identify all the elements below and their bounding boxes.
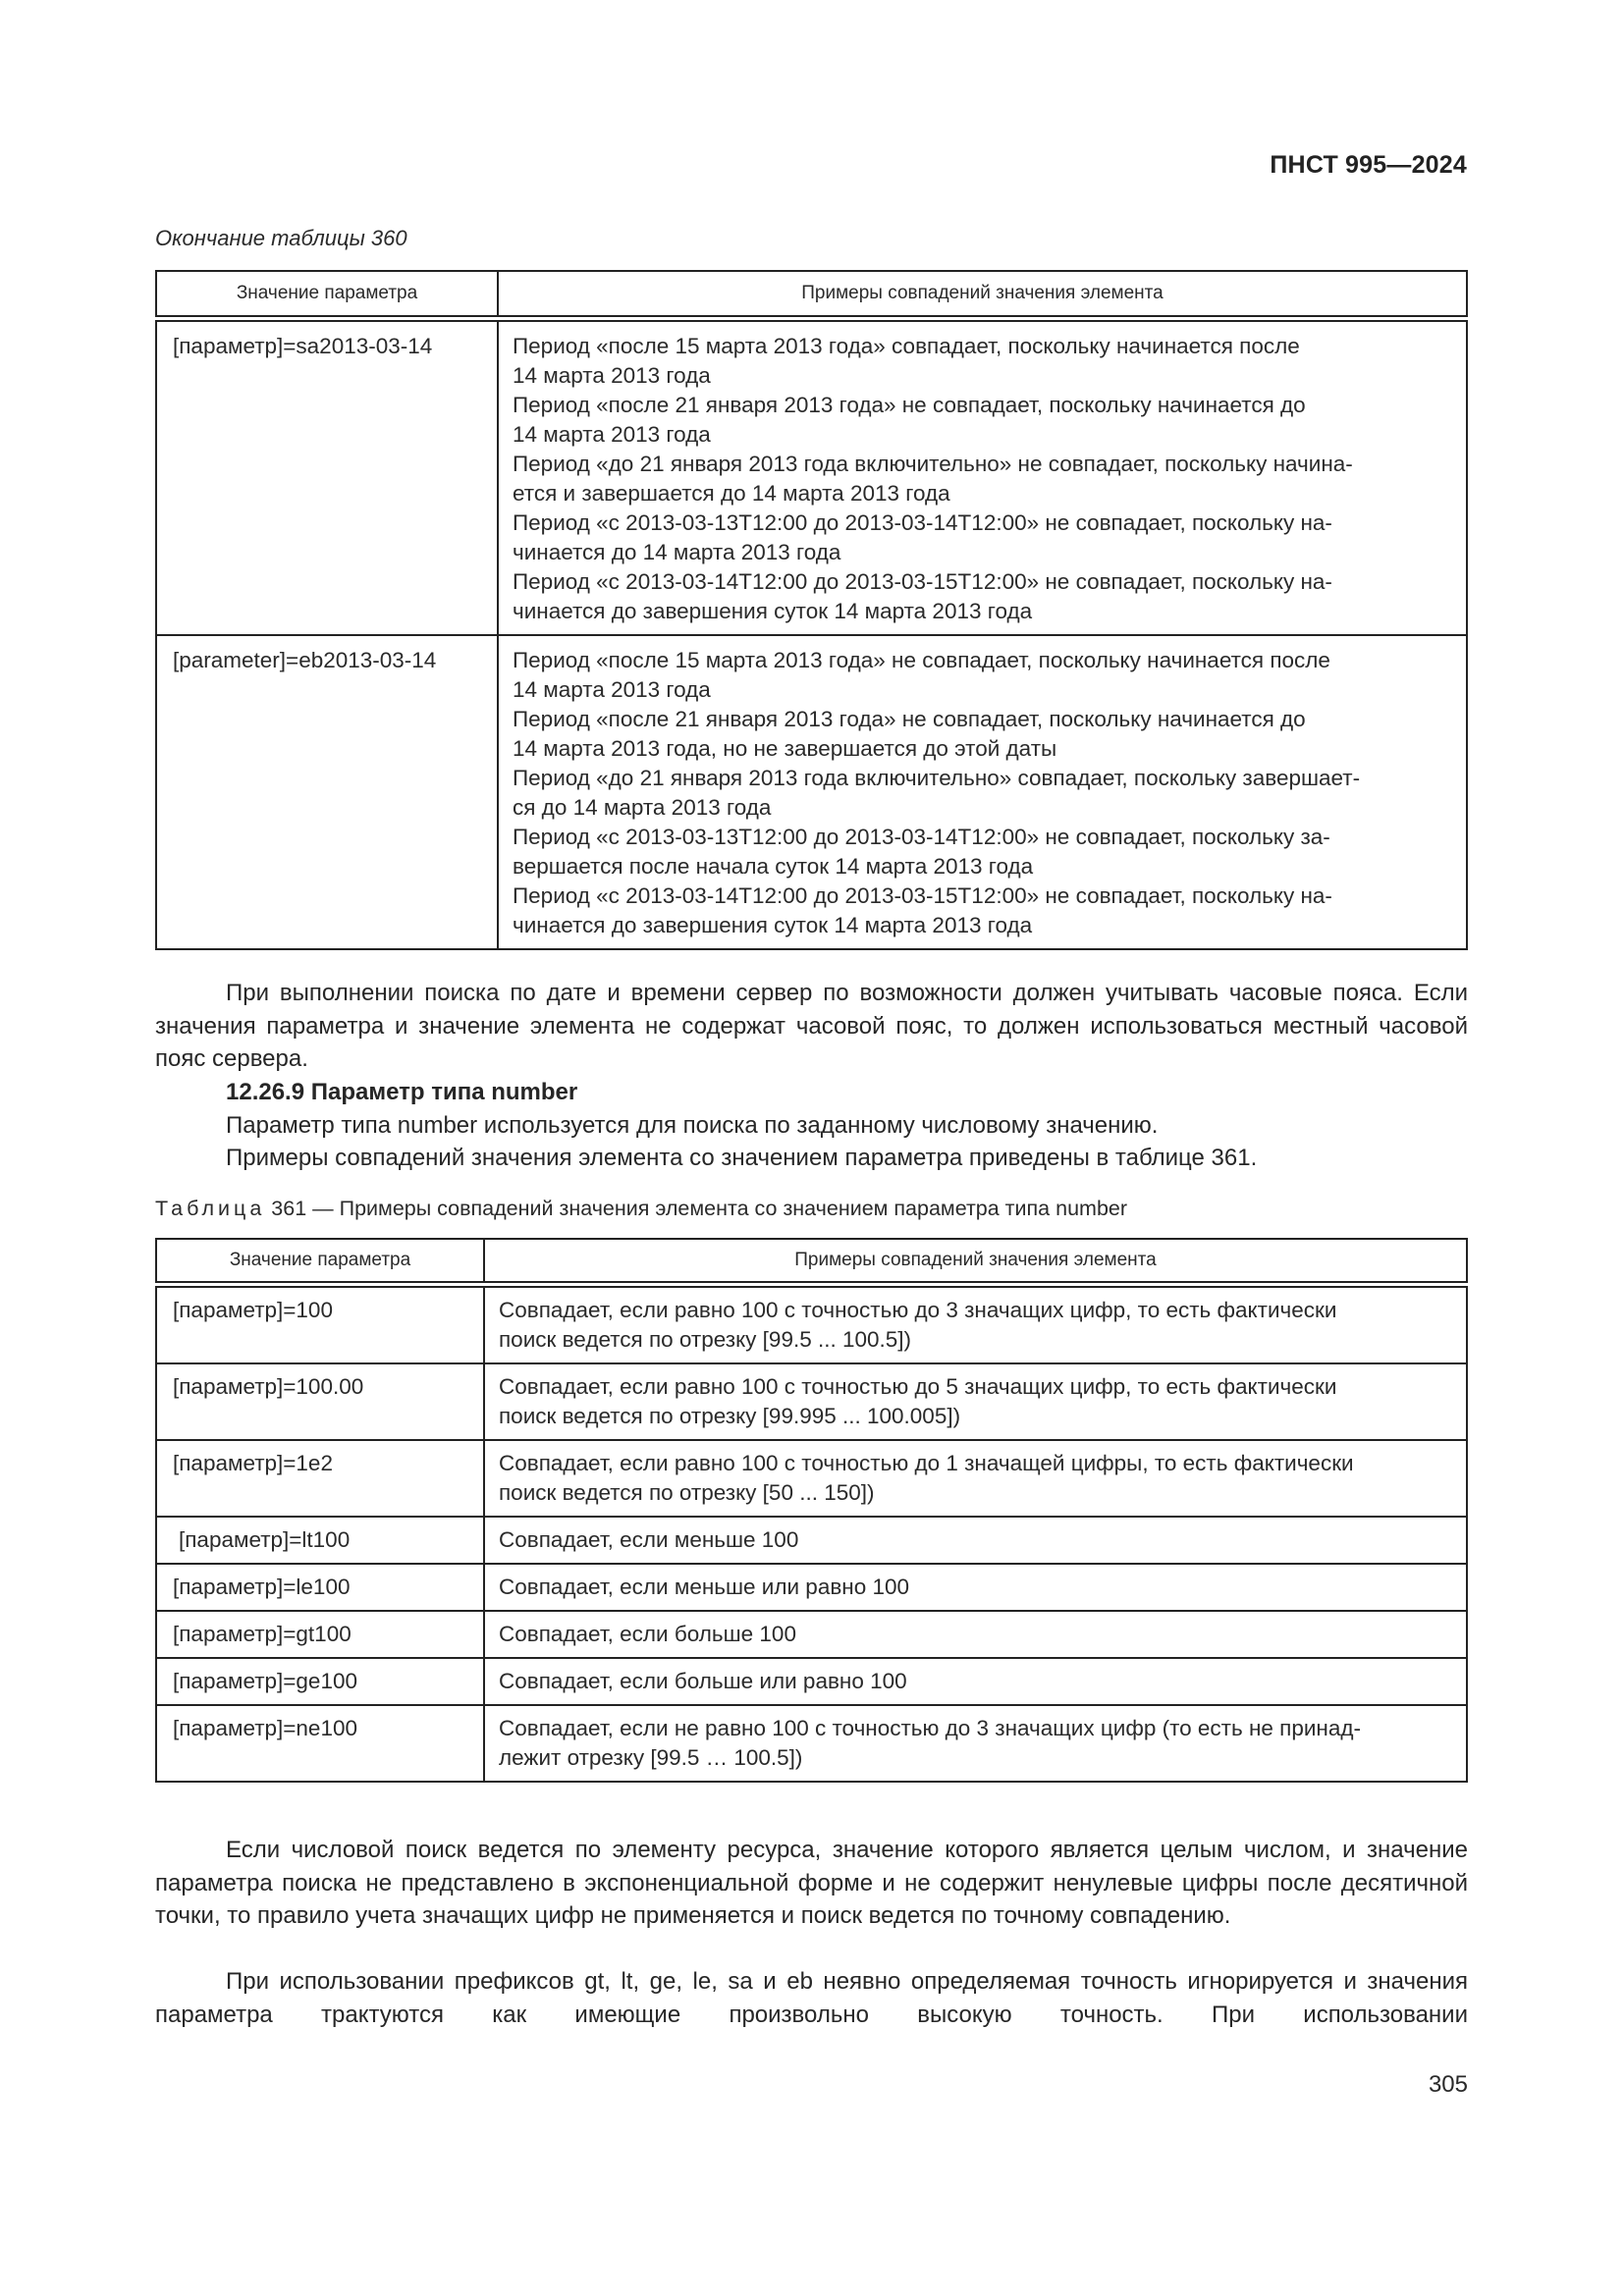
param-value: [parameter]=eb2013-03-14	[173, 648, 437, 672]
example-line: Совпадает, если равно 100 с точностью до 3 значащих цифр, то есть фактически	[499, 1298, 1337, 1322]
example-line: вершается после начала суток 14 марта 2013 года	[513, 854, 1034, 879]
param-value: [параметр]=ge100	[173, 1669, 357, 1693]
table-header-row	[156, 271, 1467, 319]
table-row	[156, 1658, 1467, 1705]
example-line: Период «после 15 марта 2013 года» не совпадает, поскольку начинается после	[513, 648, 1330, 672]
example-line: Совпадает, если больше или равно 100	[499, 1669, 907, 1693]
example-line: Период «с 2013-03-13T12:00 до 2013-03-14T12:00» не совпадает, поскольку за-	[513, 825, 1330, 849]
column-header-examples: Примеры совпадений значения элемента	[484, 1239, 1467, 1285]
param-value: [параметр]=le100	[173, 1575, 351, 1599]
param-value: [параметр]=lt100	[179, 1527, 351, 1552]
page-number: 305	[1428, 2071, 1468, 2098]
table-row	[156, 635, 1467, 949]
table-row	[156, 1363, 1467, 1440]
table-continuation-label: Окончание таблицы 360	[155, 226, 407, 250]
examples-cell	[499, 636, 1466, 948]
example-line: Совпадает, если равно 100 с точностью до 1 значащей цифры, то есть фактически	[499, 1451, 1354, 1475]
table-header-row	[156, 1239, 1467, 1285]
example-line: Совпадает, если равно 100 с точностью до 5 значащих цифр, то есть фактически	[499, 1374, 1337, 1399]
column-header-param: Значение параметра	[156, 271, 498, 319]
table-row	[156, 1705, 1467, 1782]
example-line: ся до 14 марта 2013 года	[513, 795, 772, 820]
table-row	[156, 1564, 1467, 1611]
examples-cell	[485, 1565, 1466, 1610]
param-value: [параметр]=100	[173, 1298, 333, 1322]
table-row	[156, 1611, 1467, 1658]
section-heading: 12.26.9 Параметр типа number	[226, 1079, 578, 1105]
example-line: лежит отрезку [99.5 … 100.5])	[499, 1745, 803, 1770]
examples-cell	[485, 1288, 1466, 1362]
table-caption	[155, 1197, 1127, 1221]
examples-cell	[485, 1518, 1466, 1563]
table-row	[156, 1517, 1467, 1564]
param-value: [параметр]=100.00	[173, 1374, 364, 1399]
example-line: чинается до завершения суток 14 марта 2013 года	[513, 913, 1033, 937]
example-line: 14 марта 2013 года, но не завершается до этой даты	[513, 736, 1057, 761]
example-line: поиск ведется по отрезку [99.5 ... 100.5])	[499, 1327, 912, 1352]
examples-cell	[485, 1706, 1466, 1781]
column-header-examples: Примеры совпадений значения элемента	[498, 271, 1467, 319]
table-360	[155, 270, 1468, 950]
param-value: [параметр]=ne100	[173, 1716, 357, 1740]
example-line: поиск ведется по отрезку [50 ... 150])	[499, 1480, 875, 1505]
paragraph-text: При выполнении поиска по дате и времени сервер по возможности должен учитывать часовые пояса. Если значения параметра и значение элемента не содержат часовой пояс, то должен использоваться местный часовой пояс сервера.	[155, 980, 1468, 1072]
examples-cell	[485, 1659, 1466, 1704]
paragraph-integer-rule	[155, 1834, 1468, 1933]
example-line: Период «с 2013-03-13T12:00 до 2013-03-14T12:00» не совпадает, поскольку на-	[513, 510, 1332, 535]
caption-label: Таблица	[155, 1197, 266, 1220]
examples-cell	[499, 322, 1466, 634]
examples-cell	[485, 1441, 1466, 1516]
examples-cell	[485, 1612, 1466, 1657]
example-line: Период «с 2013-03-14T12:00 до 2013-03-15T12:00» не совпадает, поскольку на-	[513, 569, 1332, 594]
paragraph-prefix-rule	[155, 1965, 1468, 2031]
example-line: чинается до 14 марта 2013 года	[513, 540, 841, 564]
example-line: Совпадает, если больше 100	[499, 1622, 796, 1646]
example-line: Период «после 21 января 2013 года» не совпадает, поскольку начинается до	[513, 393, 1306, 417]
example-line: 14 марта 2013 года	[513, 677, 711, 702]
table-361	[155, 1238, 1468, 1783]
param-value: [параметр]=1e2	[173, 1451, 333, 1475]
column-header-param: Значение параметра	[156, 1239, 484, 1285]
example-line: Период «с 2013-03-14T12:00 до 2013-03-15T12:00» не совпадает, поскольку на-	[513, 883, 1332, 908]
paragraph-timezone	[155, 977, 1468, 1076]
param-value: [параметр]=gt100	[173, 1622, 352, 1646]
section-heading-block	[155, 1076, 1468, 1109]
example-line: 14 марта 2013 года	[513, 363, 711, 388]
example-line: Период «после 15 марта 2013 года» совпадает, поскольку начинается после	[513, 334, 1300, 358]
caption-text: 361 — Примеры совпадений значения элемента со значением параметра типа number	[271, 1197, 1128, 1220]
example-line: Период «до 21 января 2013 года включительно» не совпадает, поскольку начина-	[513, 452, 1353, 476]
examples-cell	[485, 1364, 1466, 1439]
table-row	[156, 1440, 1467, 1517]
paragraph-number-examples-ref	[155, 1142, 1468, 1175]
running-header-doc-id: ПНСТ 995—2024	[1270, 151, 1467, 179]
example-line: Совпадает, если меньше или равно 100	[499, 1575, 910, 1599]
example-line: 14 марта 2013 года	[513, 422, 711, 447]
paragraph-text: Примеры совпадений значения элемента со значением параметра приведены в таблице 361.	[226, 1145, 1258, 1171]
example-line: ется и завершается до 14 марта 2013 года	[513, 481, 950, 506]
table-row	[156, 1285, 1467, 1364]
paragraph-text: Параметр типа number используется для поиска по заданному числовому значению.	[226, 1112, 1159, 1139]
paragraph-text: При использовании префиксов gt, lt, ge, le, sa и eb неявно определяемая точность игнорируется и значения параметра трактуются как имеющие произвольно высокую точность. При использовании	[155, 1968, 1468, 2028]
example-line: Период «после 21 января 2013 года» не совпадает, поскольку начинается до	[513, 707, 1306, 731]
example-line: Совпадает, если не равно 100 с точностью до 3 значащих цифр (то есть не принад-	[499, 1716, 1361, 1740]
example-line: Период «до 21 января 2013 года включительно» совпадает, поскольку завершает-	[513, 766, 1361, 790]
example-line: поиск ведется по отрезку [99.995 ... 100.005])	[499, 1404, 961, 1428]
paragraph-text: Если числовой поиск ведется по элементу ресурса, значение которого является целым числом, и значение параметра поиска не представлено в экспоненциальной форме и не содержит ненулевые цифры после десятичной точки, то правило учета значащих цифр не применяется и поиск ведется по точному совпадению.	[155, 1837, 1468, 1929]
table-row	[156, 319, 1467, 636]
example-line: чинается до завершения суток 14 марта 2013 года	[513, 599, 1033, 623]
param-value: [параметр]=sa2013-03-14	[173, 334, 433, 358]
example-line: Совпадает, если меньше 100	[499, 1527, 799, 1552]
paragraph-number-intro	[155, 1109, 1468, 1143]
